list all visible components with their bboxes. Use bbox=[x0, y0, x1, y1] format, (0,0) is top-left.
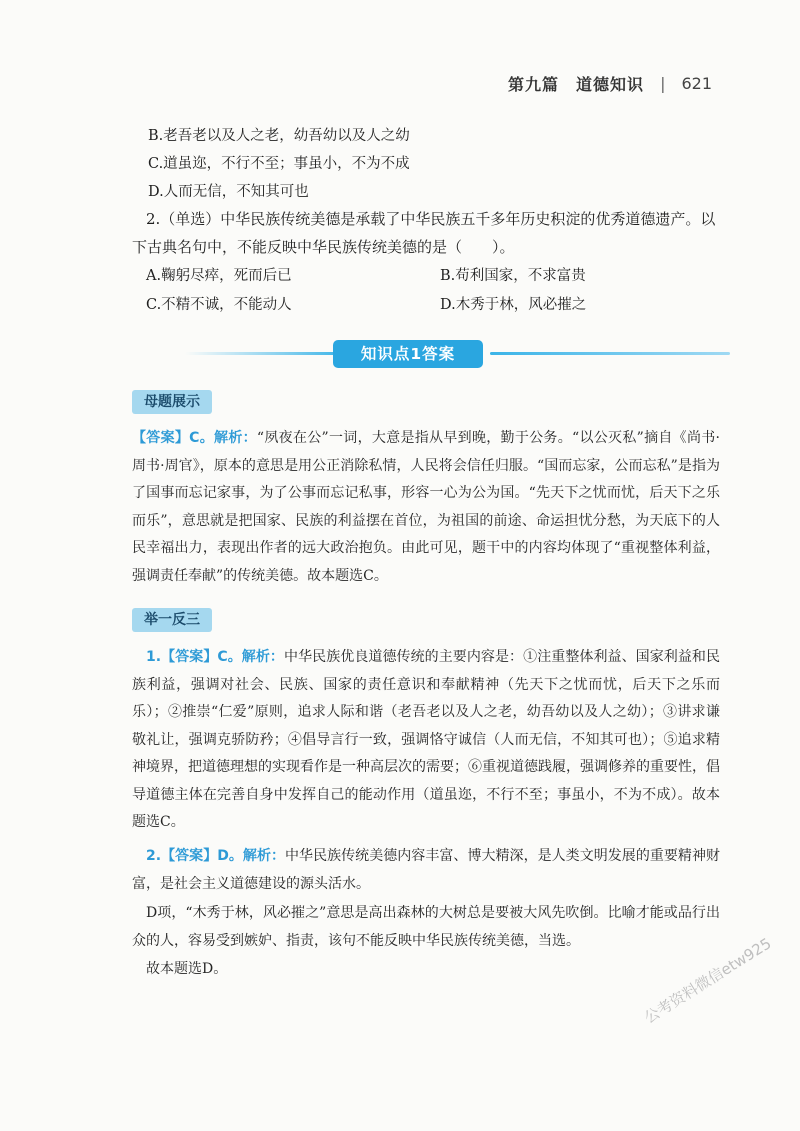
question-2-option-b: B.苟利国家，不求富贵 bbox=[440, 268, 586, 284]
mother-answer-text: “夙夜在公”一词，大意是指从早到晚，勤于公务。“以公灭私”摘自《尚书·周书·周官》，原本的意思是用公正消除私情，人民将会信任归服。“国而忘家，公而忘私”是指为了国事而忘记家事，为了公事而忘记私事，形容一心为公为国。“先天下之忧而忧，后天下之乐而乐”，意思就是把国家、民族的利益摆在首位，为祖国的前途、命运担忧分愁，为天底下的人民幸福出力，表现出作者的远大政治抱负。由此可见，题干中的内容均体现了“重视整体利益，强调责任奉献”的传统美德。故本题选C。 bbox=[132, 430, 720, 584]
question-2-line2: 下古典名句中，不能反映中华民族传统美德的是（ ）。 bbox=[132, 238, 515, 256]
practice-item-2-text: 中华民族传统美德内容丰富、博大精深，是人类文明发展的重要精神财富，是社会主义道德建设的源头活水。 bbox=[132, 848, 720, 892]
practice-item-1 bbox=[132, 644, 720, 837]
question-2-option-d: D.木秀于林，风必摧之 bbox=[440, 297, 587, 313]
question-2-option-c: C.不精不诚，不能动人 bbox=[146, 297, 292, 313]
banner-title: 知识点1答案 bbox=[333, 340, 483, 368]
option-b-prev: B.老吾老以及人之老，幼吾幼以及人之幼 bbox=[148, 128, 410, 144]
question-2-option-a: A.鞠躬尽瘁，死而后已 bbox=[146, 268, 292, 284]
practice-item-2-conclusion: 故本题选D。 bbox=[146, 961, 228, 977]
header-separator: | bbox=[660, 74, 666, 93]
tag-practice: 举一反三 bbox=[132, 608, 212, 632]
practice-item-2-para2: D项，“木秀于林，风必摧之”意思是高出森林的大树总是要被大风先吹倒。比喻才能或品行出众的人，容易受到嫉妒、指责，该句不能反映中华民族传统美德，当选。 bbox=[132, 905, 720, 949]
banner-line-right bbox=[490, 352, 730, 355]
option-c-prev: C.道虽迩，不行不至；事虽小，不为不成 bbox=[148, 156, 410, 172]
page-number: 621 bbox=[681, 74, 712, 93]
practice-item-1-label: 1.【答案】C。解析： bbox=[146, 649, 284, 665]
question-2-line1: 2.（单选）中华民族传统美德是承载了中华民族五千多年历史积淀的优秀道德遗产。以 bbox=[146, 210, 716, 228]
practice-item-1-text: 中华民族优良道德传统的主要内容是：①注重整体利益、国家利益和民族利益，强调对社会、民族、国家的责任意识和奉献精神（先天下之忧而忧，后天下之乐而乐）；②推崇“仁爱”原则，追求人际和谐（老吾老以及人之老，幼吾幼以及人之幼）；③讲求谦敬礼让，强调克骄防矜；④倡导言行一致，强调恪守诚信（人而无信，不知其可也）；⑤追求精神境界，把道德理想的实现看作是一种高层次的需要；⑥重视道德践履，强调修养的重要性，倡导道德主体在完善自身中发挥自己的能动作用（道虽迩，不行不至；事虽小，不为不成）。故本题选C。 bbox=[132, 649, 720, 830]
section-banner bbox=[185, 340, 765, 368]
mother-answer-paragraph bbox=[132, 425, 720, 590]
option-d-prev: D.人而无信，不知其可也 bbox=[148, 184, 309, 200]
running-header bbox=[508, 72, 712, 95]
chapter-title: 第九篇 道德知识 bbox=[508, 75, 645, 94]
tag-mother-question: 母题展示 bbox=[132, 390, 212, 414]
practice-item-2 bbox=[132, 843, 720, 898]
mother-answer-label: 【答案】C。解析： bbox=[132, 430, 257, 446]
practice-item-2-label: 2.【答案】D。解析： bbox=[146, 848, 286, 864]
banner-line-left bbox=[185, 352, 345, 355]
watermark: 公考资料微信etw925 bbox=[641, 934, 775, 1027]
